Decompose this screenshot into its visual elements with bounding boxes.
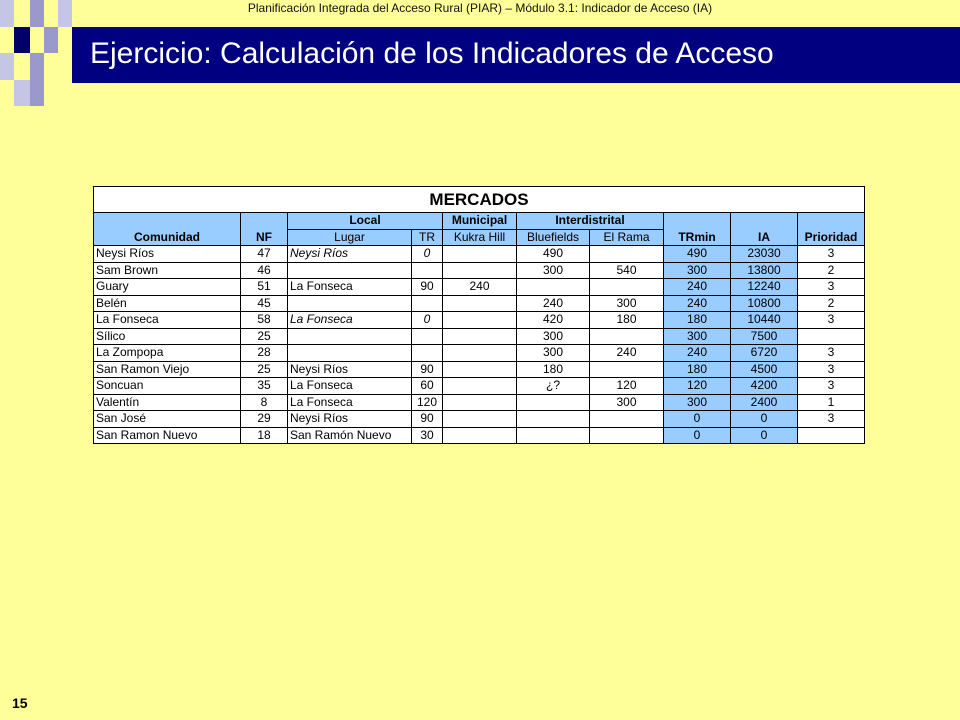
cell-kukra-hill: 240 — [443, 279, 517, 296]
slide-caption: Planificación Integrada del Acceso Rural (PIAR) – Módulo 3.1: Indicador de Acceso (IA) — [247, 1, 713, 15]
cell-ia: 7500 — [731, 328, 798, 345]
page-number: 15 — [12, 695, 28, 711]
cell-lugar — [288, 262, 412, 279]
cell-kukra-hill — [443, 295, 517, 312]
cell-tr — [412, 295, 443, 312]
cell-comunidad: La Zompopa — [94, 345, 241, 362]
header-comunidad: Comunidad — [94, 213, 241, 246]
mercados-table-container — [93, 186, 865, 444]
cell-lugar: Neysi Ríos — [288, 246, 412, 263]
cell-bluefields: 490 — [517, 246, 590, 263]
cell-comunidad: San Ramon Viejo — [94, 361, 241, 378]
header-interdistrital: Interdistrital — [517, 213, 664, 230]
cell-tr — [412, 262, 443, 279]
cell-ia: 10440 — [731, 312, 798, 329]
table-row — [94, 427, 865, 444]
cell-tr — [412, 345, 443, 362]
cell-nf: 25 — [241, 328, 288, 345]
cell-el-rama: 300 — [590, 295, 664, 312]
cell-el-rama — [590, 427, 664, 444]
cell-prioridad: 2 — [798, 262, 865, 279]
cell-ia: 0 — [731, 427, 798, 444]
cell-el-rama: 540 — [590, 262, 664, 279]
cell-nf: 8 — [241, 394, 288, 411]
cell-prioridad: 2 — [798, 295, 865, 312]
cell-trmin: 120 — [664, 378, 731, 395]
cell-comunidad: Soncuan — [94, 378, 241, 395]
cell-lugar: Neysi Ríos — [288, 411, 412, 428]
cell-el-rama — [590, 328, 664, 345]
cell-ia: 4200 — [731, 378, 798, 395]
cell-nf: 51 — [241, 279, 288, 296]
decor-square — [0, 53, 14, 80]
cell-el-rama: 120 — [590, 378, 664, 395]
cell-trmin: 240 — [664, 345, 731, 362]
table-row — [94, 312, 865, 329]
cell-el-rama: 240 — [590, 345, 664, 362]
cell-nf: 35 — [241, 378, 288, 395]
cell-nf: 18 — [241, 427, 288, 444]
table-row — [94, 411, 865, 428]
header-trmin: TRmin — [664, 213, 731, 246]
cell-prioridad: 3 — [798, 378, 865, 395]
table-row — [94, 246, 865, 263]
cell-bluefields — [517, 411, 590, 428]
cell-comunidad: San Ramon Nuevo — [94, 427, 241, 444]
cell-prioridad — [798, 328, 865, 345]
cell-bluefields: 180 — [517, 361, 590, 378]
mercados-table — [93, 186, 865, 444]
cell-nf: 45 — [241, 295, 288, 312]
header-tr: TR — [412, 229, 443, 246]
cell-bluefields: 420 — [517, 312, 590, 329]
cell-tr: 90 — [412, 279, 443, 296]
table-row — [94, 262, 865, 279]
cell-trmin: 300 — [664, 262, 731, 279]
slide-title: Ejercicio: Calculación de los Indicadores de Acceso — [90, 37, 774, 70]
cell-comunidad: Neysi Ríos — [94, 246, 241, 263]
cell-bluefields: 300 — [517, 328, 590, 345]
cell-el-rama: 300 — [590, 394, 664, 411]
cell-prioridad: 3 — [798, 345, 865, 362]
decor-square — [14, 80, 30, 106]
cell-prioridad: 3 — [798, 312, 865, 329]
cell-kukra-hill — [443, 262, 517, 279]
cell-kukra-hill — [443, 246, 517, 263]
decor-square — [30, 80, 44, 106]
cell-el-rama: 180 — [590, 312, 664, 329]
cell-prioridad: 3 — [798, 279, 865, 296]
cell-trmin: 490 — [664, 246, 731, 263]
cell-ia: 12240 — [731, 279, 798, 296]
cell-comunidad: Sílico — [94, 328, 241, 345]
cell-tr: 0 — [412, 246, 443, 263]
cell-kukra-hill — [443, 361, 517, 378]
cell-trmin: 300 — [664, 328, 731, 345]
cell-el-rama — [590, 411, 664, 428]
header-el-rama: El Rama — [590, 229, 664, 246]
cell-nf: 46 — [241, 262, 288, 279]
cell-ia: 2400 — [731, 394, 798, 411]
cell-tr — [412, 328, 443, 345]
decor-square — [30, 53, 44, 80]
cell-trmin: 0 — [664, 411, 731, 428]
header-local: Local — [288, 213, 443, 230]
decor-square — [14, 27, 30, 53]
cell-el-rama — [590, 246, 664, 263]
table-row — [94, 328, 865, 345]
cell-comunidad: Guary — [94, 279, 241, 296]
cell-prioridad: 3 — [798, 361, 865, 378]
header-ia: IA — [731, 213, 798, 246]
cell-bluefields — [517, 427, 590, 444]
title-bar — [72, 27, 960, 83]
header-lugar: Lugar — [288, 229, 412, 246]
cell-kukra-hill — [443, 312, 517, 329]
table-title: MERCADOS — [94, 187, 865, 213]
cell-bluefields — [517, 279, 590, 296]
cell-trmin: 300 — [664, 394, 731, 411]
cell-trmin: 180 — [664, 312, 731, 329]
cell-prioridad: 3 — [798, 411, 865, 428]
cell-tr: 30 — [412, 427, 443, 444]
cell-trmin: 180 — [664, 361, 731, 378]
cell-comunidad: Belén — [94, 295, 241, 312]
cell-lugar: Neysi Ríos — [288, 361, 412, 378]
cell-ia: 13800 — [731, 262, 798, 279]
cell-kukra-hill — [443, 394, 517, 411]
table-row — [94, 345, 865, 362]
decor-square — [44, 27, 58, 53]
cell-lugar — [288, 328, 412, 345]
cell-lugar — [288, 345, 412, 362]
cell-kukra-hill — [443, 328, 517, 345]
cell-nf: 47 — [241, 246, 288, 263]
table-row — [94, 295, 865, 312]
header-kukra-hill: Kukra Hill — [443, 229, 517, 246]
cell-lugar: La Fonseca — [288, 378, 412, 395]
cell-prioridad — [798, 427, 865, 444]
cell-tr: 0 — [412, 312, 443, 329]
cell-trmin: 0 — [664, 427, 731, 444]
cell-comunidad: La Fonseca — [94, 312, 241, 329]
cell-kukra-hill — [443, 427, 517, 444]
cell-bluefields: 300 — [517, 345, 590, 362]
cell-kukra-hill — [443, 345, 517, 362]
cell-trmin: 240 — [664, 295, 731, 312]
cell-el-rama — [590, 361, 664, 378]
cell-kukra-hill — [443, 411, 517, 428]
cell-comunidad: Valentín — [94, 394, 241, 411]
cell-nf: 58 — [241, 312, 288, 329]
cell-prioridad: 1 — [798, 394, 865, 411]
cell-prioridad: 3 — [798, 246, 865, 263]
cell-trmin: 240 — [664, 279, 731, 296]
header-municipal: Municipal — [443, 213, 517, 230]
header-prioridad: Prioridad — [798, 213, 865, 246]
table-row — [94, 279, 865, 296]
cell-bluefields: 240 — [517, 295, 590, 312]
cell-ia: 4500 — [731, 361, 798, 378]
cell-ia: 6720 — [731, 345, 798, 362]
cell-kukra-hill — [443, 378, 517, 395]
cell-lugar: La Fonseca — [288, 279, 412, 296]
cell-bluefields: ¿? — [517, 378, 590, 395]
cell-nf: 25 — [241, 361, 288, 378]
cell-ia: 0 — [731, 411, 798, 428]
header-nf: NF — [241, 213, 288, 246]
cell-ia: 23030 — [731, 246, 798, 263]
cell-comunidad: Sam Brown — [94, 262, 241, 279]
cell-tr: 90 — [412, 361, 443, 378]
cell-tr: 120 — [412, 394, 443, 411]
cell-comunidad: San José — [94, 411, 241, 428]
table-row — [94, 394, 865, 411]
cell-el-rama — [590, 279, 664, 296]
cell-bluefields: 300 — [517, 262, 590, 279]
cell-tr: 90 — [412, 411, 443, 428]
cell-ia: 10800 — [731, 295, 798, 312]
header-bluefields: Bluefields — [517, 229, 590, 246]
cell-lugar: San Ramón Nuevo — [288, 427, 412, 444]
cell-tr: 60 — [412, 378, 443, 395]
cell-nf: 28 — [241, 345, 288, 362]
cell-lugar — [288, 295, 412, 312]
table-row — [94, 378, 865, 395]
cell-lugar: La Fonseca — [288, 312, 412, 329]
cell-lugar: La Fonseca — [288, 394, 412, 411]
table-row — [94, 361, 865, 378]
cell-nf: 29 — [241, 411, 288, 428]
cell-bluefields — [517, 394, 590, 411]
